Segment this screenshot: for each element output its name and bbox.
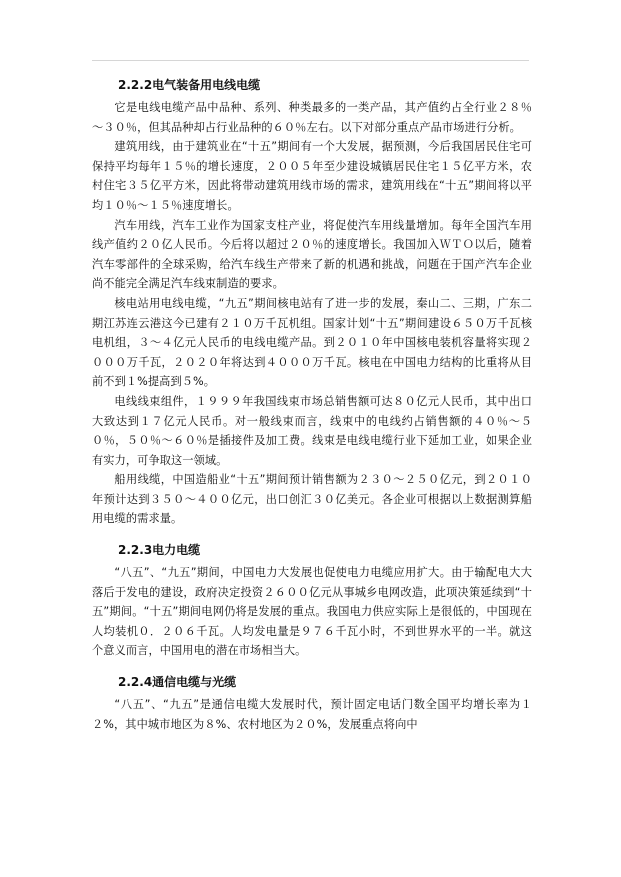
paragraph-overview: 它是电线电缆产品中品种、系列、种类最多的一类产品，其产值约占全行业２８％～３０％，但其品种却占行业品种的６０％左右。以下对部分重点产品市场进行分析。	[92, 101, 532, 134]
page-header-rule	[92, 60, 529, 61]
paragraph-communication-cable: “八五”、“九五”是通信电缆大发展时代，预计固定电话门数全国平均增长率为１２%，其中城市地区为８%、农村地区为２０%，发展重点将向中	[92, 698, 532, 731]
section-spacer	[92, 661, 532, 669]
document-body	[92, 72, 532, 734]
section-spacer	[92, 529, 532, 537]
section-power-cables	[92, 537, 532, 661]
paragraph-wire-harness: 电线线束组件，１９９９年我国线束市场总销售额可达８０亿元人民币，其中出口大致达到１７亿元人民币。对一般线束而言，线束中的电线约占销售额的４０％～５０％，５０％～６０％是插接件及加工费。线束是电线电缆行业下延加工业，如果企业有实力，可争取这一领域。	[92, 394, 532, 467]
section-electrical-equipment-cables	[92, 72, 532, 529]
paragraph-nuclear-cable: 核电站用电线电缆，“九五”期间核电站有了进一步的发展，秦山二、三期，广东二期江苏连云港这今已建有２１０万千瓦机组。国家计划“十五”期间建设６５０万千瓦核电机组，３～４亿元人民币的电线电缆产品。到２０１０年中国核电装机容量将实现２０００万千瓦，２０２０年将达到４０００万千瓦。核电在中国电力结构的比重将从目前不到１%提高到５%。	[92, 296, 532, 389]
section-heading: 2.2.3电力电缆	[118, 543, 201, 558]
section-communication-cables	[92, 669, 532, 734]
paragraph-power-cable: “八五”、“九五”期间，中国电力大发展也促使电力电缆应用扩大。由于输配电大大落后于发电的建设，政府决定投资２６００亿元从事城乡电网改造，此项决策延续到“十五”期间。“十五”期间电网仍将是发展的重点。我国电力供应实际上是很低的，中国现在人均装机０．２０６千瓦。人均发电量是９７６千瓦小时，不到世界水平的一半。就这个意义而言，中国用电的潜在市场相当大。	[92, 566, 532, 658]
paragraph-building-wire: 建筑用线，由于建筑业在“十五”期间有一个大发展，据预测，今后我国居民住宅可保持平均每年１５％的增长速度，２００５年至少建设城镇居民住宅１５亿平方米，农村住宅３５亿平方米，因此将带动建筑用线市场的需求，建筑用线在“十五”期间将以平均１０％～１５％速度增长。	[92, 140, 532, 212]
section-heading: 2.2.4通信电缆与光缆	[118, 675, 237, 690]
section-heading: 2.2.2电气装备用电线电缆	[118, 78, 261, 92]
paragraph-automotive-wire: 汽车用线，汽车工业作为国家支柱产业，将促使汽车用线量增加。每年全国汽车用线产值约２０亿人民币。今后将以超过２０％的速度增长。我国加入ＷＴＯ以后，随着汽车零部件的全球采购，给汽车线生产带来了新的机遇和挑战，问题在于国产汽车企业尚不能完全满足汽车线束制造的要求。	[92, 218, 532, 291]
paragraph-marine-cable: 船用线缆，中国造船业“十五”期间预计销售额为２３０～２５０亿元，到２０１０年预计达到３５０～４００亿元，出口创汇３０亿美元。各企业可根据以上数据测算船用电缆的需求量。	[92, 473, 532, 526]
